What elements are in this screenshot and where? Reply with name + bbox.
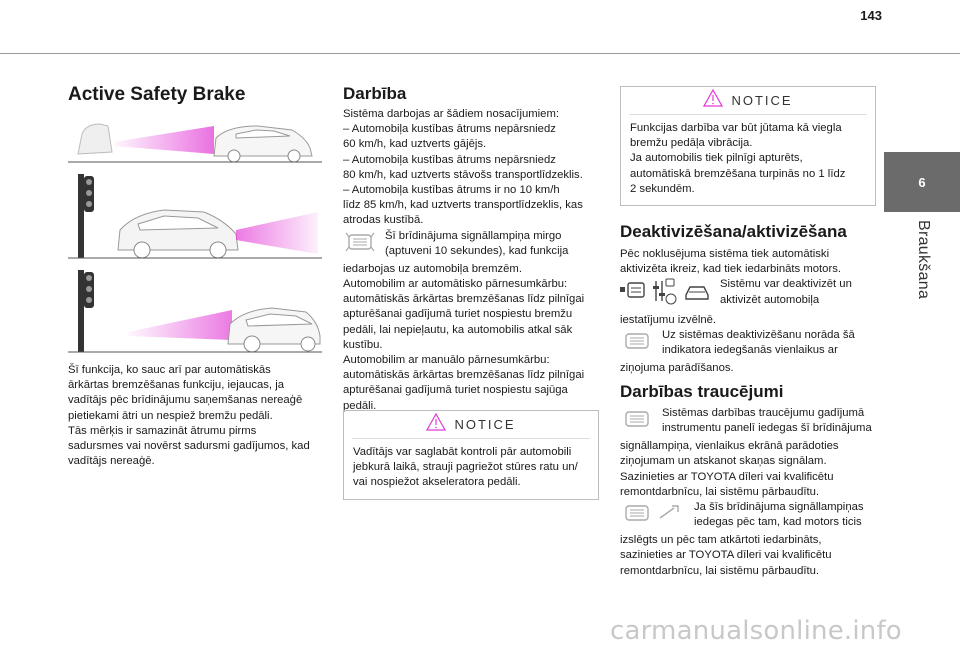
- notice-header: [629, 87, 867, 115]
- text-line: sadursmes vai novērst sadursmi gadījumos, kad: [68, 440, 310, 453]
- text-line: bremžu pedāļa vibrācija.: [630, 137, 753, 150]
- top-rule: [0, 53, 960, 54]
- text-line: automātiskā bremzēšana turpinās no 1 līdz: [630, 167, 846, 180]
- heading-deactivation: Deaktivizēšana/aktivizēšana: [620, 222, 847, 241]
- text-line: Uz sistēmas deaktivizēšanu norāda šā: [662, 328, 855, 341]
- text-line: Sistēma darbojas ar šādiem nosacījumiem:: [343, 108, 559, 120]
- brake-warning-icon: [343, 229, 377, 260]
- text-line: – Automobiļa kustības ātrums nepārsniedz: [343, 123, 556, 136]
- text-line: Tās mērķis ir samazināt ātrumu pirms: [68, 424, 257, 437]
- text-line: instrumentu panelī iedegas šī brīdinājuma: [662, 422, 872, 435]
- text-line: apturēšanai gadījumā turiet nospiestu sajūga: [343, 384, 568, 397]
- text-line: 2 sekundēm.: [630, 182, 695, 195]
- text-line: ārkārtas bremzēšanas funkciju, iejaucas, ja: [68, 379, 284, 392]
- notice-box-control: [343, 410, 599, 500]
- text-line: pietiekami ātri un nespiež bremžu pedāli.: [68, 409, 273, 422]
- notice-body: [344, 439, 598, 499]
- illustration-car-following: [68, 114, 322, 164]
- notice-body: [621, 115, 875, 205]
- text-line: indikatora iedegšanās vienlaikus ar: [662, 344, 838, 357]
- text-line: signāllampiņa, vienlaikus ekrānā parādoties: [620, 440, 839, 453]
- notice-title: NOTICE: [454, 417, 516, 432]
- warning-lamps-icons: [620, 500, 686, 531]
- text-line: Vadītājs var saglabāt kontroli pār automobili: [353, 446, 572, 458]
- text-line: ziņojuma parādīšanos.: [620, 362, 734, 375]
- text-line: – Automobiļa kustības ātrums ir no 10 km/h: [343, 184, 560, 197]
- text-line: apturēšanai gadījumā turiet nospiestu bremžu: [343, 308, 573, 321]
- intro-paragraph: [68, 363, 328, 469]
- notice-box-vibration: [620, 86, 876, 206]
- settings-menu-icons: [620, 277, 712, 310]
- text-line: iedegas pēc tam, kad motors ticis: [694, 516, 862, 529]
- chapter-number: 6: [918, 174, 926, 190]
- text-line: izslēgts un pēc tam atkārtoti iedarbināts,: [620, 534, 822, 547]
- text-line: sazinieties ar TOYOTA dīleri vai kvalificētu: [620, 549, 832, 562]
- illustration-car-traffic-light: [68, 170, 322, 260]
- notice-title: NOTICE: [731, 93, 793, 108]
- text-line: aktivizēt automobiļa: [720, 293, 820, 306]
- text-line: (aptuveni 10 sekundes), kad funkcija: [385, 244, 569, 257]
- chapter-tab[interactable]: [884, 152, 960, 212]
- text-line: iestatījumu izvēlnē.: [620, 313, 717, 326]
- text-line: vadītājs nereaģē.: [68, 455, 155, 468]
- malfunction-warning-icon: [620, 406, 654, 437]
- operation-text: [343, 107, 599, 414]
- text-line: remontdarbnīcu, lai sistēmu pārbaudītu.: [620, 485, 820, 498]
- text-line: vai nospiežot akseleratora pedāli.: [353, 476, 521, 489]
- section-title: Active Safety Brake: [68, 84, 246, 105]
- heading-operation: Darbība: [343, 84, 407, 103]
- watermark: carmanualsonline.info: [610, 616, 902, 646]
- text-line: kustību.: [343, 338, 383, 351]
- text-line: ziņojumam un atskanot skaņas signālam.: [620, 455, 827, 468]
- text-line: jebkurā laikā, strauji pagriežot stūres ratu un/: [353, 461, 578, 474]
- text-line: Pēc noklusējuma sistēma tiek automātiski: [620, 248, 830, 260]
- text-line: atrodas kustībā.: [343, 214, 424, 227]
- text-line: iedarbojas uz automobiļa bremzēm.: [343, 262, 522, 275]
- page-number: 143: [860, 8, 882, 23]
- text-line: Sistēmas darbības traucējumu gadījumā: [662, 407, 865, 419]
- text-line: automātiskās ārkārtas bremzēšanas līdz pilnīgai: [343, 369, 585, 382]
- text-line: 60 km/h, kad uztverts gājējs.: [343, 138, 487, 151]
- illustration-car-braking: [68, 266, 322, 354]
- deactivation-text: [620, 247, 878, 376]
- text-line: remontdarbnīcu, lai sistēmu pārbaudītu.: [620, 564, 820, 577]
- chapter-label: Braukšana: [915, 220, 932, 300]
- text-line: aktivizēta ikreiz, kad tiek iedarbināts motors.: [620, 263, 842, 276]
- text-line: – Automobiļa kustības ātrums nepārsniedz: [343, 153, 556, 166]
- text-line: Automobilim ar automātisko pārnesumkārbu:: [343, 278, 568, 291]
- malfunction-text: [620, 406, 878, 579]
- system-off-indicator-icon: [620, 328, 654, 359]
- warning-triangle-icon: [703, 89, 723, 112]
- text-line: Ja šīs brīdinājuma signāllampiņas: [694, 501, 864, 514]
- text-line: automātiskās ārkārtas bremzēšanas līdz pilnīgai: [343, 293, 585, 306]
- text-line: Funkcijas darbība var būt jūtama kā viegla: [630, 122, 842, 134]
- text-line: Sistēmu var deaktivizēt un: [720, 278, 852, 291]
- text-line: 80 km/h, kad uztverts stāvošs transportlīdzeklis.: [343, 168, 583, 181]
- text-line: līdz 85 km/h, kad uztverts transportlīdzeklis, kas: [343, 199, 583, 212]
- text-line: Sazinieties ar TOYOTA dīleri vai kvalificētu: [620, 470, 834, 483]
- warning-triangle-icon: [426, 413, 446, 436]
- notice-header: [352, 411, 590, 439]
- text-line: Automobilim ar manuālo pārnesumkārbu:: [343, 354, 550, 367]
- heading-malfunction: Darbības traucējumi: [620, 382, 784, 401]
- text-line: Šī funkcija, ko sauc arī par automātiskās: [68, 364, 271, 376]
- text-line: pedāli.: [343, 399, 377, 412]
- text-line: vadītājs pēc brīdinājumu saņemšanas nereaģē: [68, 394, 303, 407]
- text-line: Ja automobilis tiek pilnīgi apturēts,: [630, 152, 803, 165]
- text-line: pedāli, lai nepieļautu, ka automobilis atkal sāk: [343, 323, 573, 336]
- text-line: Šī brīdinājuma signāllampiņa mirgo: [385, 229, 562, 242]
